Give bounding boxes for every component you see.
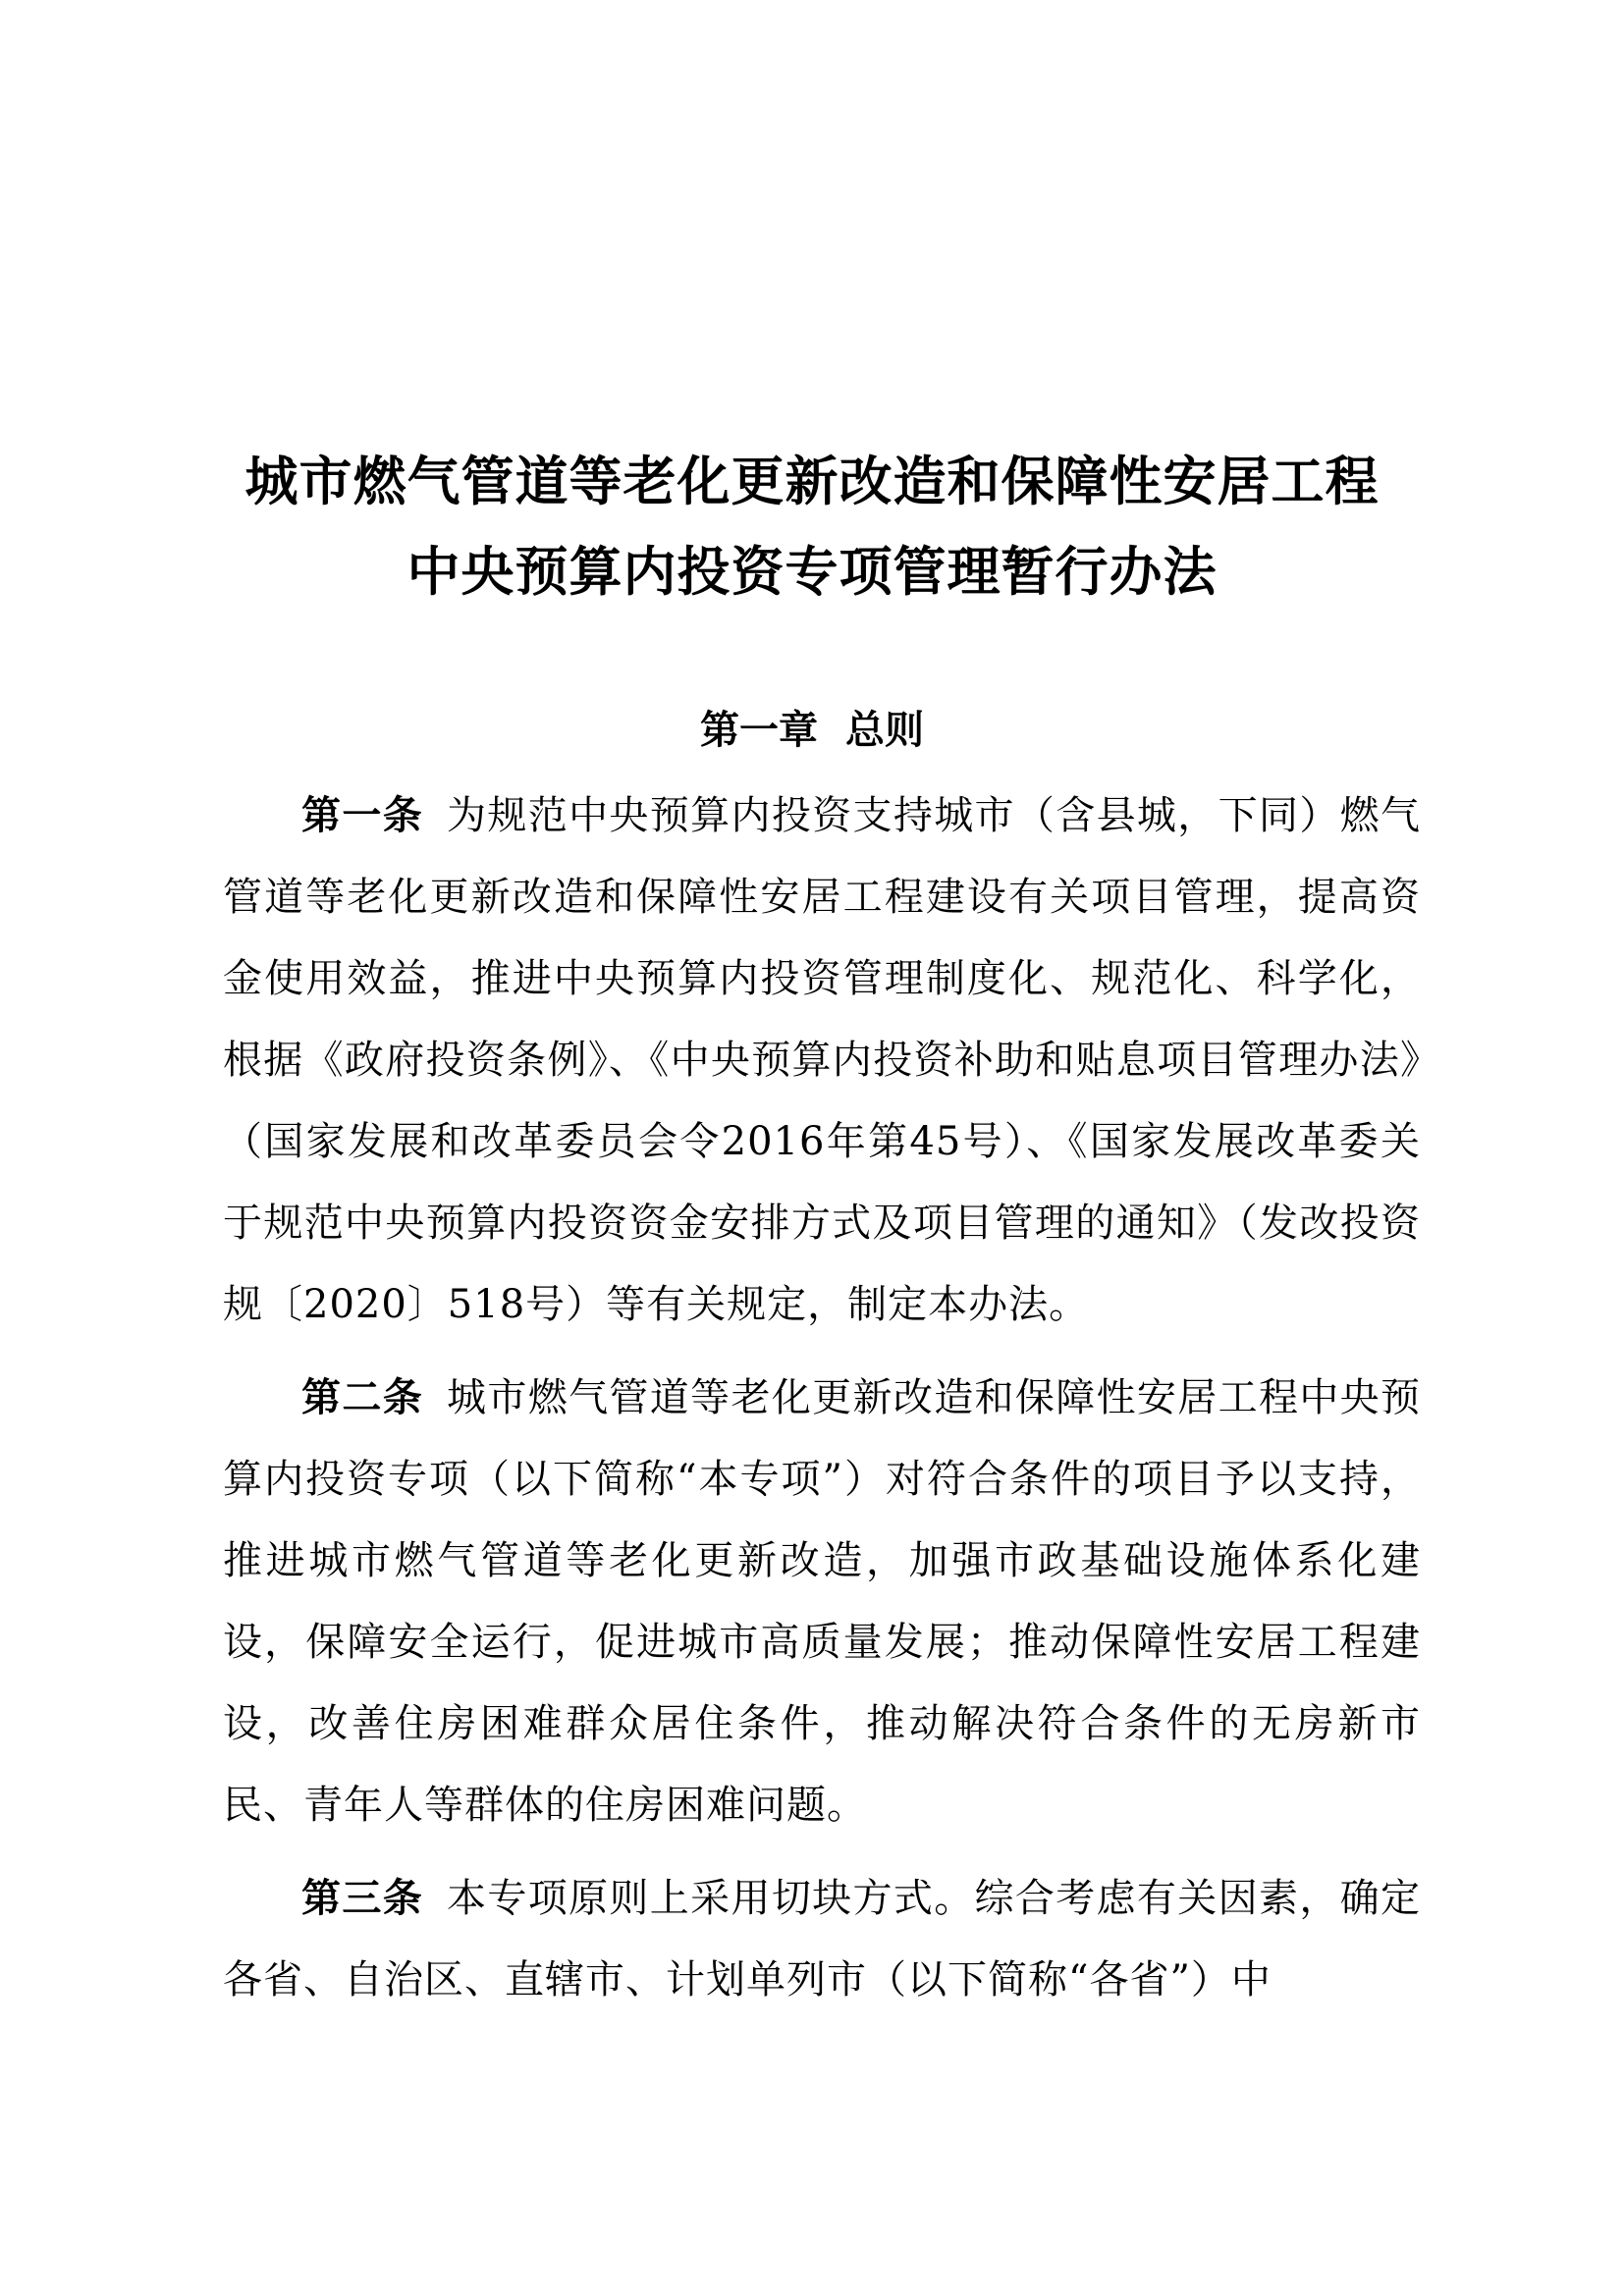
article-1: [223, 775, 1421, 1346]
document-body: [223, 775, 1421, 2021]
article-text: 城市燃气管道等老化更新改造和保障性安居工程中央预算内投资专项（以下简称“本专项”）对符合条件的项目予以支持，推进城市燃气管道等老化更新改造，加强市政基础设施体系化建设，保障安全运行，促进城市高质量发展；推动保障性安居工程建设，改善住房困难群众居住条件，推动解决符合条件的无房新市民、青年人等群体的住房困难问题。: [223, 1375, 1422, 1828]
article-label: 第二条: [301, 1375, 424, 1420]
article-2: [223, 1358, 1421, 1846]
chapter-number: 第一章: [700, 708, 818, 753]
article-3: [223, 1858, 1421, 2021]
article-text: 为规范中央预算内投资支持城市（含县城，下同）燃气管道等老化更新改造和保障性安居工程建设有关项目管理，提高资金使用效益，推进中央预算内投资管理制度化、规范化、科学化，根据《政府投资条例》、《中央预算内投资补助和贴息项目管理办法》（国家发展和改革委员会令2016年第45号）、《国家发展改革委关于规范中央预算内投资资金安排方式及项目管理的通知》（发改投资规〔2020〕518号）等有关规定，制定本办法。: [223, 793, 1422, 1327]
chapter-name: 总则: [845, 708, 924, 753]
article-label: 第三条: [301, 1876, 424, 1921]
article-label: 第一条: [301, 793, 424, 838]
document-title-line-1: 城市燃气管道等老化更新改造和保障性安居工程: [244, 450, 1380, 512]
document-title-line-2: 中央预算内投资专项管理暂行办法: [406, 540, 1218, 603]
article-text: 本专项原则上采用切块方式。综合考虑有关因素，确定各省、自治区、直辖市、计划单列市（以下简称“各省”）中: [223, 1876, 1422, 2002]
chapter-heading: [177, 699, 1447, 755]
